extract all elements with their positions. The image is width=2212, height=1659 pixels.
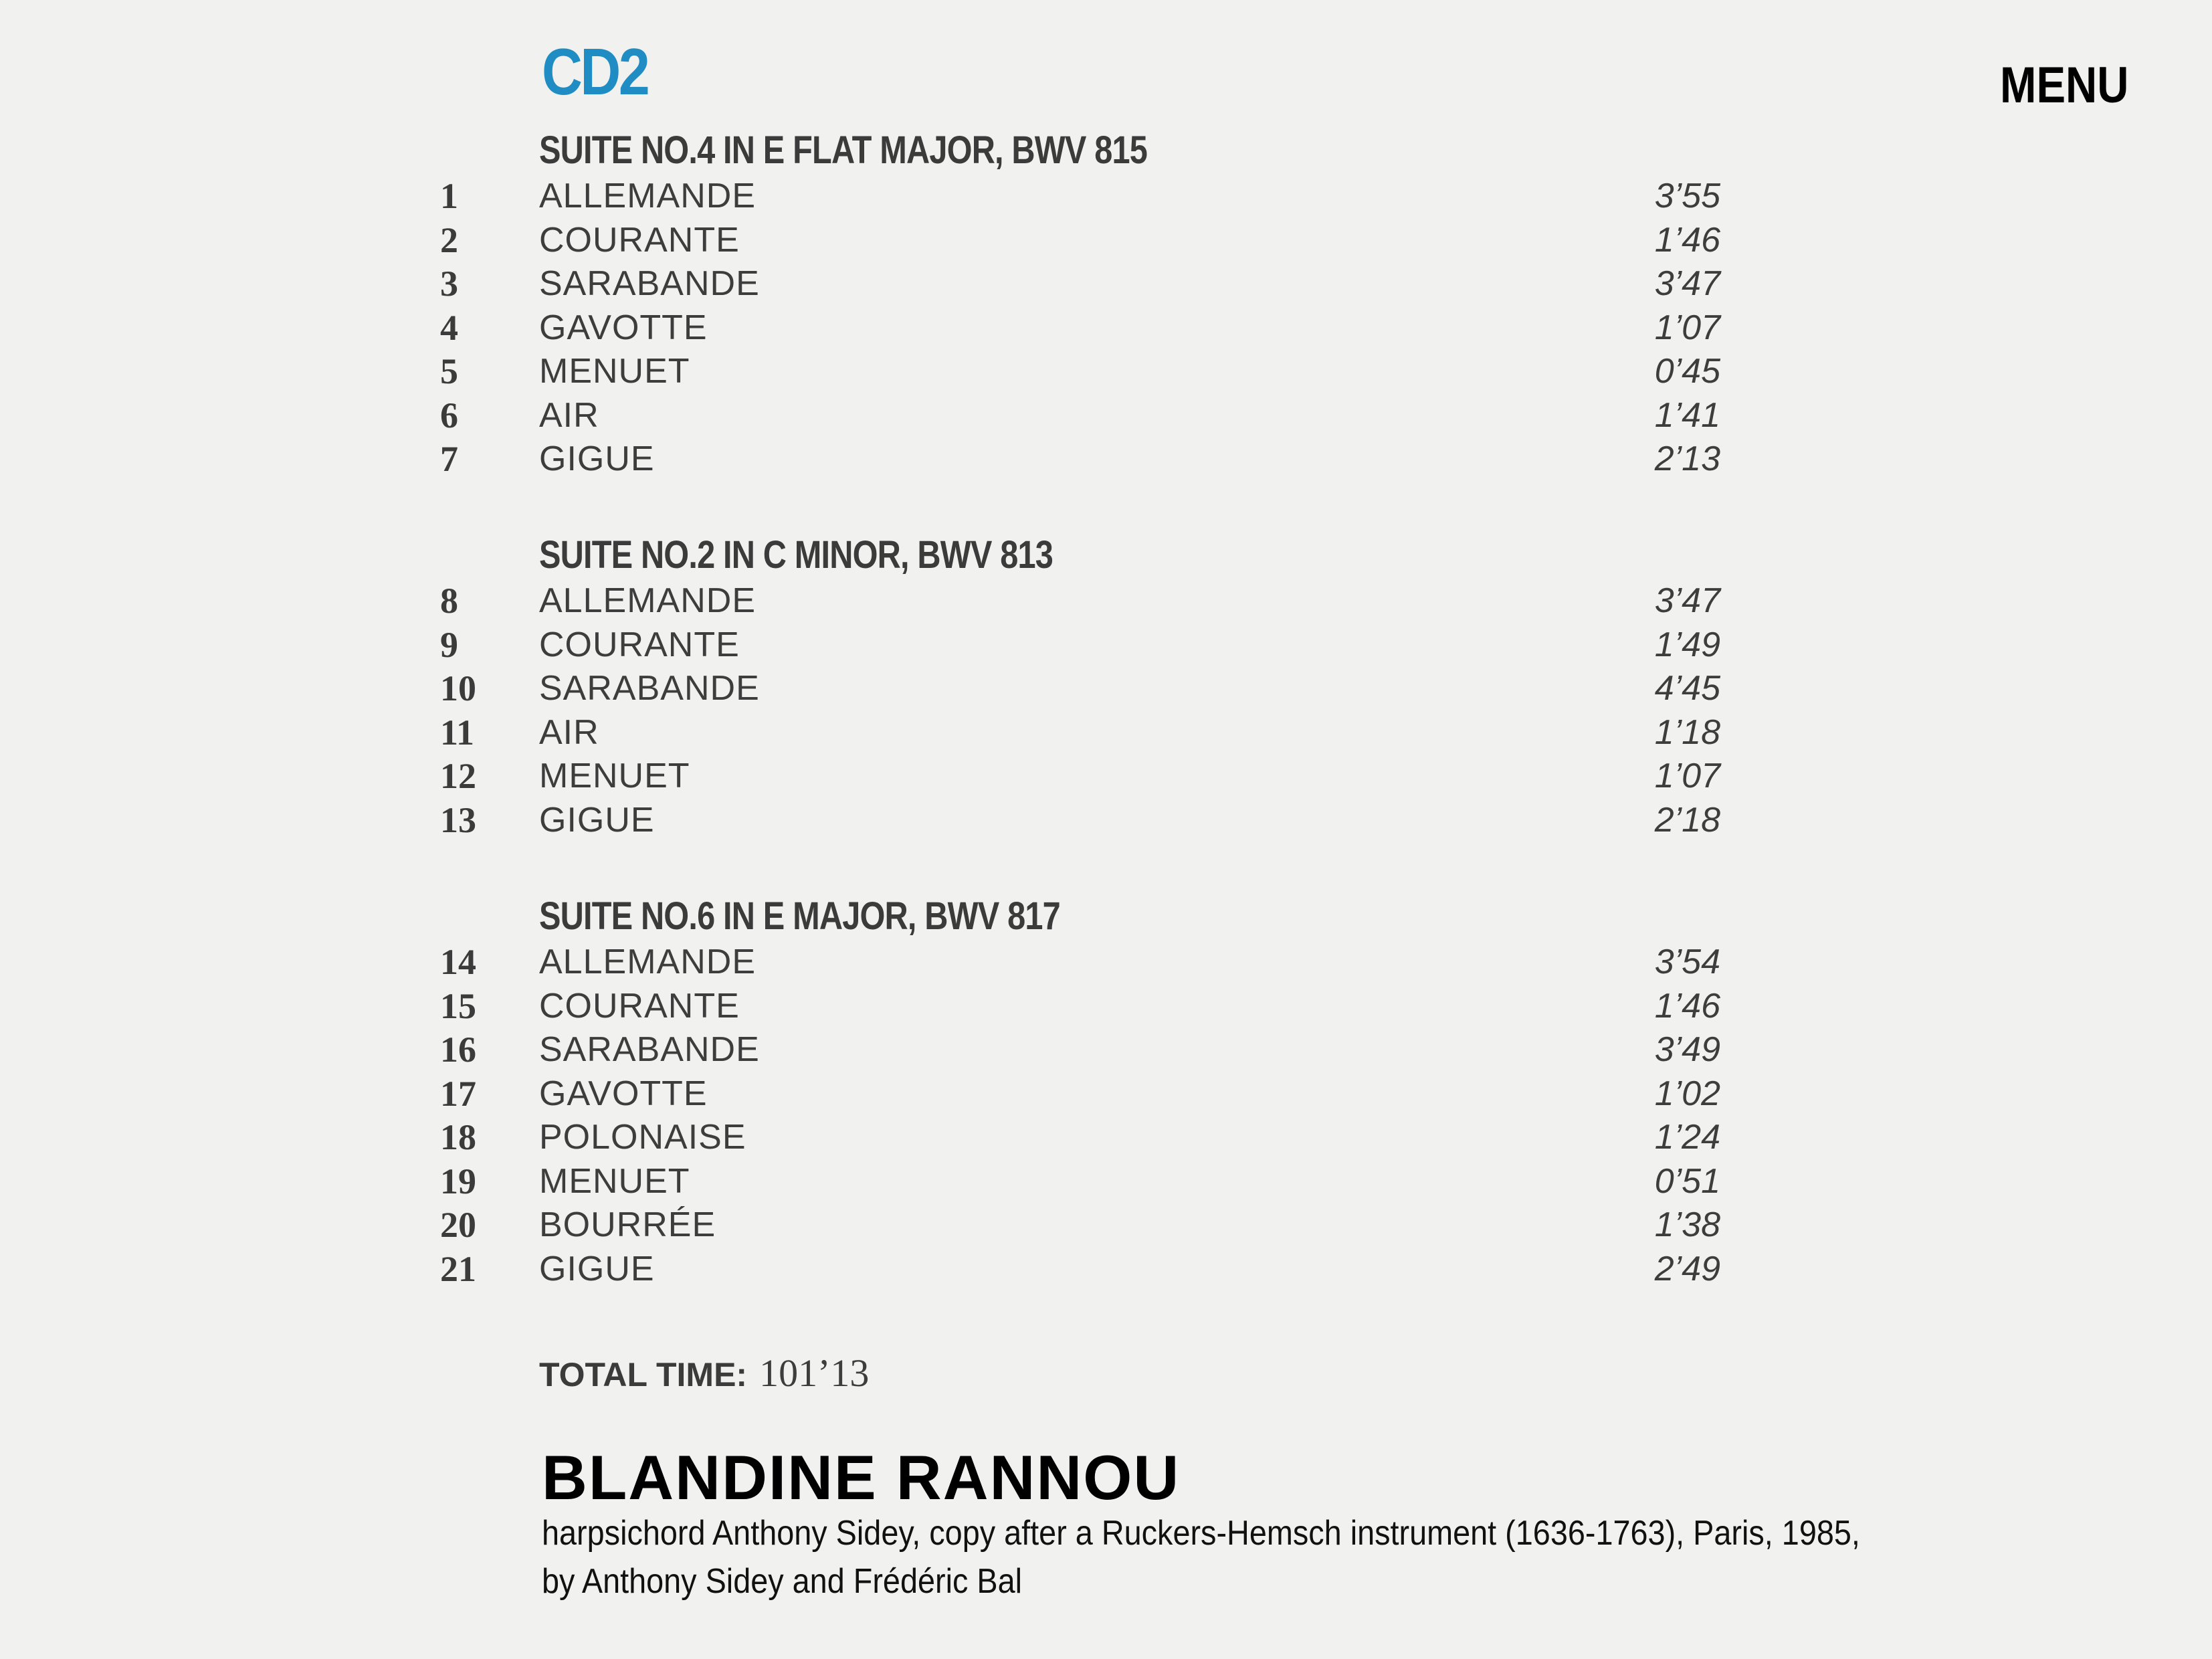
track-number: 13	[440, 799, 476, 840]
track-duration: 1’07	[1654, 757, 1720, 795]
track-title: ALLEMANDE	[539, 581, 756, 620]
track-number: 9	[440, 624, 458, 665]
track-title: GIGUE	[539, 1249, 655, 1288]
cd-title: CD2	[542, 35, 648, 108]
track-title: MENUET	[539, 757, 690, 795]
track-number: 11	[440, 712, 475, 753]
track-title: GIGUE	[539, 800, 655, 840]
track-row[interactable]	[0, 754, 2212, 798]
track-number: 20	[440, 1205, 476, 1245]
track-row[interactable]	[0, 393, 2212, 437]
track-row[interactable]	[0, 1028, 2212, 1072]
track-title: BOURRÉE	[539, 1205, 716, 1244]
track-number: 3	[440, 264, 458, 304]
track-number: 12	[440, 756, 476, 796]
track-duration: 3’55	[1654, 177, 1720, 215]
track-title: GAVOTTE	[539, 1074, 708, 1113]
track-title: GIGUE	[539, 440, 655, 478]
track-row[interactable]	[0, 349, 2212, 393]
track-title: COURANTE	[539, 220, 740, 260]
total-time-value: 101’13	[759, 1351, 870, 1395]
track-number: 5	[440, 351, 458, 391]
total-time	[539, 1350, 869, 1407]
track-title: AIR	[539, 395, 599, 435]
track-duration: 3’49	[1654, 1030, 1720, 1069]
instrument-credit: harpsichord Anthony Sidey, copy after a Ruckers-Hemsch instrument (1636-1763), Paris, 1985,	[542, 1514, 1860, 1553]
track-duration: 3’47	[1654, 264, 1720, 303]
track-row[interactable]	[0, 1072, 2212, 1116]
suite-heading: SUITE NO.4 IN E FLAT MAJOR, BWV 815	[539, 128, 1148, 172]
track-duration: 1’41	[1654, 395, 1720, 435]
track-duration: 3’47	[1654, 581, 1720, 620]
track-duration: 2’49	[1654, 1249, 1720, 1288]
track-row[interactable]	[0, 1159, 2212, 1203]
track-duration: 1’24	[1654, 1118, 1720, 1157]
track-duration: 2’13	[1654, 440, 1720, 478]
track-row[interactable]	[0, 174, 2212, 218]
track-duration: 1’46	[1654, 220, 1720, 260]
track-title: AIR	[539, 712, 599, 752]
instrument-credit-makers: by Anthony Sidey and Frédéric Bal	[542, 1562, 1023, 1601]
track-row[interactable]	[0, 1115, 2212, 1159]
track-row[interactable]	[0, 579, 2212, 623]
suite-heading: SUITE NO.2 IN C MINOR, BWV 813	[539, 533, 1053, 577]
track-number: 1	[440, 176, 458, 216]
track-title: SARABANDE	[539, 264, 760, 303]
track-duration: 2’18	[1654, 800, 1720, 840]
track-row[interactable]	[0, 218, 2212, 262]
track-duration: 1’46	[1654, 986, 1720, 1026]
track-row[interactable]	[0, 666, 2212, 710]
track-title: MENUET	[539, 1161, 690, 1201]
track-number: 2	[440, 219, 458, 260]
track-number: 16	[440, 1030, 476, 1070]
track-number: 21	[440, 1248, 476, 1289]
track-number: 10	[440, 668, 476, 708]
track-row[interactable]	[0, 984, 2212, 1028]
track-duration: 1’18	[1654, 712, 1720, 752]
artist-name: BLANDINE RANNOU	[542, 1442, 1181, 1512]
track-row[interactable]	[0, 1203, 2212, 1247]
track-duration: 4’45	[1654, 669, 1720, 708]
track-title: SARABANDE	[539, 669, 760, 708]
track-row[interactable]	[0, 798, 2212, 842]
track-row[interactable]	[0, 262, 2212, 306]
track-title: ALLEMANDE	[539, 177, 756, 215]
track-number: 15	[440, 985, 476, 1026]
track-duration: 1’49	[1654, 625, 1720, 664]
track-title: COURANTE	[539, 625, 740, 664]
track-number: 18	[440, 1117, 476, 1157]
track-number: 19	[440, 1161, 476, 1201]
track-duration: 1’07	[1654, 308, 1720, 347]
track-row[interactable]	[0, 623, 2212, 667]
track-number: 7	[440, 439, 458, 479]
track-duration: 3’54	[1654, 943, 1720, 981]
track-title: ALLEMANDE	[539, 943, 756, 981]
track-title: SARABANDE	[539, 1030, 760, 1069]
track-title: MENUET	[539, 352, 690, 391]
track-title: POLONAISE	[539, 1118, 746, 1157]
track-row[interactable]	[0, 306, 2212, 350]
track-row[interactable]	[0, 710, 2212, 755]
track-number: 6	[440, 395, 458, 435]
track-duration: 0’51	[1654, 1161, 1720, 1201]
track-number: 14	[440, 942, 476, 982]
track-number: 8	[440, 581, 458, 621]
track-duration: 1’02	[1654, 1074, 1720, 1113]
total-time-label: TOTAL TIME:	[539, 1356, 748, 1393]
track-row[interactable]	[0, 437, 2212, 481]
track-title: GAVOTTE	[539, 308, 708, 347]
track-row[interactable]	[0, 1247, 2212, 1291]
track-row[interactable]	[0, 940, 2212, 984]
track-duration: 0’45	[1654, 352, 1720, 391]
track-title: COURANTE	[539, 986, 740, 1026]
menu-button[interactable]: MENU	[2000, 57, 2129, 114]
track-duration: 1’38	[1654, 1205, 1720, 1244]
track-number: 4	[440, 307, 458, 348]
track-number: 17	[440, 1073, 476, 1114]
suite-heading: SUITE NO.6 IN E MAJOR, BWV 817	[539, 894, 1060, 938]
